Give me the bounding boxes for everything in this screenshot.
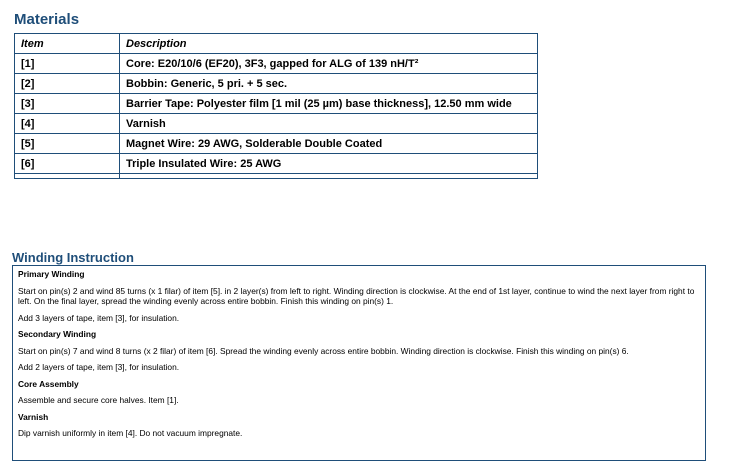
table-row xyxy=(15,74,538,94)
instruction-text: Dip varnish uniformly in item [4]. Do not vacuum impregnate. xyxy=(18,428,243,438)
empty-cell xyxy=(120,174,538,179)
instruction-text: Start on pin(s) 2 and wind 85 turns (x 1 filar) of item [5]. in 2 layer(s) from left to right. Winding direction is clockwise. At the end of 1st layer, continue to wind the next layer from right to left. On the final layer, spread the winding evenly across entire bobbin. Finish this winding on pin(s) 1. xyxy=(18,285,695,306)
header-item: Item xyxy=(15,34,120,54)
empty-cell xyxy=(15,174,120,179)
item-cell: [1] xyxy=(15,54,120,74)
description-cell: Core: E20/10/6 (EF20), 3F3, gapped for ALG of 139 nH/T² xyxy=(120,54,538,74)
instruction-text: Start on pin(s) 7 and wind 8 turns (x 2 filar) of item [6]. Spread the winding evenly across entire bobbin. Winding direction is clockwise. Finish this winding on pin(s) 6. xyxy=(18,345,629,356)
section-heading: Varnish xyxy=(18,411,49,422)
winding-title: Winding Instruction xyxy=(12,250,134,265)
materials-header-row xyxy=(15,34,538,54)
description-cell: Varnish xyxy=(120,114,538,134)
instruction-text: Add 3 layers of tape, item [3], for insulation. xyxy=(18,312,180,323)
item-cell: [5] xyxy=(15,134,120,154)
instruction-text: Add 2 layers of tape, item [3], for insulation. xyxy=(18,362,180,372)
table-row xyxy=(15,154,538,174)
section-heading: Secondary Winding xyxy=(18,329,97,339)
table-row xyxy=(15,134,538,154)
instruction-text: Assemble and secure core halves. Item [1]. xyxy=(18,395,179,405)
item-cell: [2] xyxy=(15,74,120,94)
description-cell: Bobbin: Generic, 5 pri. + 5 sec. xyxy=(120,74,538,94)
description-cell: Barrier Tape: Polyester film [1 mil (25 µm) base thickness], 12.50 mm wide xyxy=(120,94,538,114)
table-row xyxy=(15,54,538,74)
item-cell: [4] xyxy=(15,114,120,134)
description-cell: Triple Insulated Wire: 25 AWG xyxy=(120,154,538,174)
section-heading: Primary Winding xyxy=(18,269,85,279)
table-row xyxy=(15,114,538,134)
header-description: Description xyxy=(120,34,538,54)
section-heading: Core Assembly xyxy=(18,378,79,389)
table-row-empty xyxy=(15,174,538,179)
materials-title: Materials xyxy=(14,11,80,28)
description-cell: Magnet Wire: 29 AWG, Solderable Double Coated xyxy=(120,134,538,154)
materials-table xyxy=(14,33,538,179)
table-row xyxy=(15,94,538,114)
winding-instructions-box xyxy=(12,265,706,461)
item-cell: [6] xyxy=(15,154,120,174)
item-cell: [3] xyxy=(15,94,120,114)
